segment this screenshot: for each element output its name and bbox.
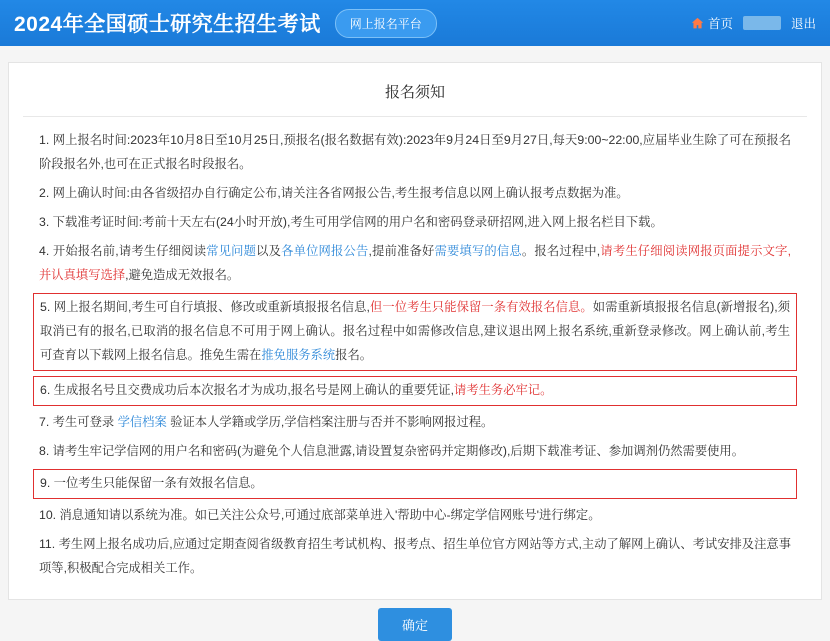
notice-emphasis: 请考生仔细阅读网报页面提示文字,并认真填写选择 <box>39 243 791 282</box>
notice-link[interactable]: 各单位网报公告 <box>281 243 369 258</box>
notice-item <box>39 504 791 528</box>
notice-item <box>39 533 791 581</box>
notice-text: 9. 一位考生只能保留一条有效报名信息。 <box>40 475 263 490</box>
notice-item <box>33 469 797 499</box>
notice-item <box>39 240 791 288</box>
logout-link[interactable]: 退出 <box>790 17 816 31</box>
notice-item <box>33 376 797 406</box>
home-link-label: 首页 <box>707 17 733 31</box>
notice-emphasis: 请考生务必牢记。 <box>454 382 553 397</box>
notice-text: 以及 <box>256 243 282 258</box>
home-link[interactable] <box>691 14 733 32</box>
notice-link[interactable]: 学信档案 <box>117 414 167 429</box>
notice-item <box>39 211 791 235</box>
header-actions <box>691 14 816 32</box>
notice-item <box>39 182 791 206</box>
notice-item <box>33 293 797 371</box>
page-title: 2024年全国硕士研究生招生考试 <box>14 13 321 36</box>
notice-content <box>9 117 821 581</box>
notice-item <box>39 411 791 435</box>
notice-text: 验证本人学籍或学历,学信档案注册与否并不影响网报过程。 <box>166 414 494 429</box>
notice-text: 如需重新填报报名信息(新增报名),须取消已有的报名,已取消的报名信息不可用于网上确认。报名过程中如需修改信息,建议退出网上报名系统,重新登录修改。网上确认前,考生可查育以下载网上报名信息。推免生需在 <box>40 299 790 362</box>
notice-link[interactable]: 推免服务系统 <box>261 347 336 362</box>
user-name-chip <box>743 16 781 30</box>
notice-text: ,避免造成无效报名。 <box>125 267 240 282</box>
notice-text: 10. 消息通知请以系统为准。如已关注公众号,可通过底部菜单进入'帮助中心-绑定学信网账号'进行绑定。 <box>39 507 601 522</box>
home-icon <box>691 17 704 30</box>
notice-text: 6. 生成报名号且交费成功后本次报名才为成功,报名号是网上确认的重要凭证, <box>40 382 455 397</box>
platform-badge: 网上报名平台 <box>335 9 437 38</box>
notice-text: 3. 下载准考证时间:考前十天左右(24小时开放),考生可用学信网的用户名和密码登录研招网,进入网上报名栏目下载。 <box>39 214 663 229</box>
notice-text: 7. 考生可登录 <box>39 414 118 429</box>
notice-link[interactable]: 常见问题 <box>206 243 257 258</box>
app-header <box>0 0 830 46</box>
notice-text: ,提前准备好 <box>368 243 435 258</box>
notice-text: 4. 开始报名前,请考生仔细阅读 <box>39 243 207 258</box>
notice-emphasis: 但一位考生只能保留一条有效报名信息。 <box>369 299 593 314</box>
notice-text: 11. 考生网上报名成功后,应通过定期查阅省级教育招生考试机构、报考点、招生单位官方网站等方式,主动了解网上确认、考试安排及注意事项等,积极配合完成相关工作。 <box>39 536 791 575</box>
notice-text: 8. 请考生牢记学信网的用户名和密码(为避免个人信息泄露,请设置复杂密码并定期修改),后期下载准考证、参加调剂仍然需要使用。 <box>39 443 745 458</box>
notice-card <box>8 62 822 633</box>
card-title: 报名须知 <box>384 84 445 101</box>
notice-text: 1. 网上报名时间:2023年10月8日至10月25日,预报名(报名数据有效):2023年9月24日至9月27日,每天9:00~22:00,应届毕业生除了可在预报名阶段报名外,也可在正式报名时段报名。 <box>39 133 791 171</box>
notice-link[interactable]: 需要填写的信息 <box>434 243 522 258</box>
notice-text: 2. 网上确认时间:由各省级招办自行确定公布,请关注各省网报公告,考生报考信息以网上确认报考点数据为准。 <box>39 185 629 200</box>
notice-text: 。报名过程中, <box>521 243 601 258</box>
notice-item <box>39 440 791 464</box>
confirm-button[interactable]: 确定 <box>378 608 452 641</box>
footer-actions <box>9 586 821 641</box>
notice-text: 5. 网上报名期间,考生可自行填报、修改或重新填报报名信息, <box>40 299 370 314</box>
notice-item <box>39 129 791 177</box>
notice-text: 报名。 <box>335 347 373 362</box>
